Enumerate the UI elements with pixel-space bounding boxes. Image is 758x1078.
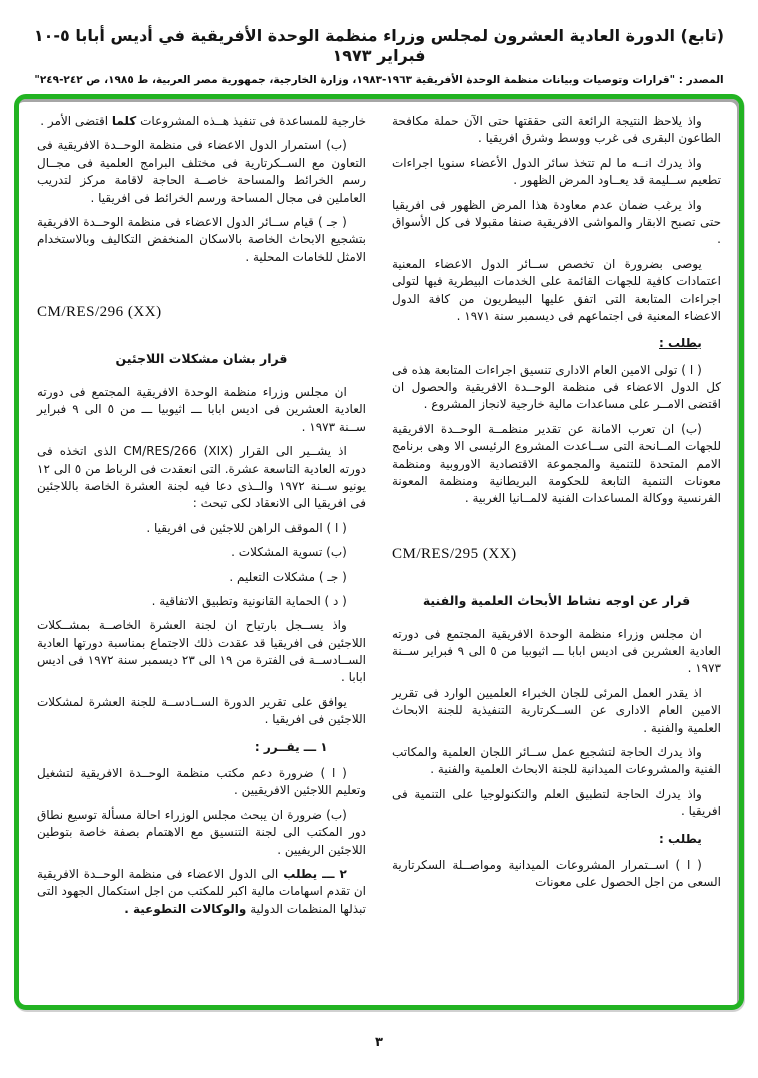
paragraph: واذ يدرك انــه ما لم تتخذ سائر الدول الأعضاء سنويا اجراءات تطعيم ســليمة قد يعــاود المرض الظهور . [392,155,721,188]
list-item: ( د ) الحماية القانونية وتطبيق الاتفاقية . [151,593,347,608]
paragraph: ( ا ) ضرورة دعم مكتب منظمة الوحــدة الافريقية لتشغيل وتعليم اللاجئين الافريقيين . [37,766,366,798]
paragraph: ان مجلس وزراء منظمة الوحدة الافريقية المجتمع فى دورته العادية العشرين فى اديس ابابا ـــ اثيوبيا من ٥ الى ٩ فبراير ســنة ١٩٧٣ . [392,626,722,676]
list-item: ( ا ) الموقف الراهن للاجئين فى افريقيا . [146,520,347,535]
paragraph: ( ا ) تولى الامين العام الادارى تنسيق اجراءات المتابعة هذه فى كل الدول الاعضاء فى منظمة الوحــدة الافريقية والحصول ان اقتضى الامــر على مساعدات مالية خارجية لانجاز المشروع . [392,362,721,412]
request-label: يطلب : [659,336,702,351]
resolution-code: CM/RES/296 (XX) [37,304,162,321]
resolution-code: CM/RES/295 (XX) [392,545,517,562]
paragraph: ( ا ) اســتمرار المشروعات الميدانية ومواصــلة السكرتارية السعى من اجل الحصول على معونات [392,857,721,890]
columns-container [19,99,739,1005]
resolution-title: قرار بشان مشكلات اللاجئين [115,350,288,366]
column-left [37,113,366,995]
paragraph: ( جـ ) قيام ســائر الدول الاعضاء فى منظمة الوحــدة الافريقية بتشجيع الابحاث الخاصة بالاسكان المنخفض التكاليف وبالاستخدام الامثل للخامات المحلية . [37,214,366,264]
page-header [0,0,758,86]
paragraph: اذ يقدر العمل المرئى للجان الخبراء العلميين الوارد فى تقرير الامين العام الادارى عن الســكرتارية التنفيذية للجنة الابحاث العلمية والفنية . [392,685,721,735]
page-number: ٣ [375,1035,383,1050]
resolution-title: قرار عن اوجه نشاط الأبحاث العلمية والفنية [422,592,691,608]
paragraph: واذ يلاحظ النتيجة الرائعة التى حققتها حتى الآن حملة مكافحة الطاعون البقرى فى غرب ووسط وشرق افريقيا . [392,114,721,146]
column-right [392,113,721,995]
paragraph: واذ يدرك الحاجة لتطبيق العلم والتكنولوجيا على التنمية فى افريقيا . [392,786,721,819]
list-item: (ب) تسوية المشكلات . [231,545,347,560]
paragraph: خارجية للمساعدة فى تنفيذ هــذه المشروعات كلما اقتضى الأمر . [40,114,366,128]
paragraph: يوصى بضرورة ان تخصص ســائر الدول الاعضاء المعنية اعتمادات كافية للجهات القائمة على الخدمات البيطرية فيها لتولى اجراءات المتابعة التى اتفق عليها البيطريون من كافة الدول الاعضاء المعنية فى اجتماعهم فى ديسمبر سنة ١٩٧١ . [392,256,721,323]
paragraph: واذ يرغب ضمان عدم معاودة هذا المرض الظهور فى افريقيا حتى تصبح الابقار والمواشى الافريقية صنفا مقبولا فى كل الأسواق . [392,197,721,247]
content-frame [14,94,744,1010]
paragraph: (ب) ان تعرب الامانة عن تقدير منظمــة الوحــدة الافريقية للجهات المــانحة التى ســاعدت المشروع الرئيسى الا وهى برنامج الامم المتحدة للتنمية والمجموعة الاقتصادية الاوروبية ومنظمة معونات التنمية التابعة للحكومة البريطانية ومنظمة المعونة الفرنسية ووكالة المساعدات الفنية لالمــانيا الغربية . [392,421,721,506]
paragraph: اذ يشــير الى القرار CM/RES/266 (XIX) الذى اتخذه فى دورته العادية التاسعة عشرة. التى انعقدت فى الرباط من ٥ الى ١٢ يونيو ســنة ١٩٧٢ والــذى دعا فيه لجنة العشرة الخاصة باللاجئين فى افريقيا الى الانعقاد لكى تبحث : [37,444,367,511]
paragraph: (ب) ضرورة ان يبحث مجلس الوزراء احالة مسألة توسيع نطاق دور المكتب الى لجنة التنسيق مع الاهتمام بصفة خاصة بتوطين اللاجئين الريفيين . [37,807,366,857]
source-line: المصدر : "قرارات وتوصيات وبيانات منظمة الوحدة الأفريقية ١٩٦٣-١٩٨٣، وزارة الخارجية، جمهورية مصر العربية، ط ١٩٨٥، ص ٢٤٢-٢٤٩" [34,74,724,86]
request-label: يطلب : [659,831,702,846]
page-title: (تابع) الدورة العادية العشرون لمجلس وزراء منظمة الوحدة الأفريقية في أديس أبابا ٥-١٠ فبراير ١٩٧٣ [33,26,725,65]
paragraph: (ب) استمرار الدول الاعضاء فى منظمة الوحــدة الافريقية فى التعاون مع الســكرتارية فى مختلف البرامج العلمية فى مجــال رسم الخرائط والمساحة خاصــة الحاجة لاقامة مركز لتدريب العاملين فى مجال المساحة ورسم الخرائط فى افريقيا . [37,138,366,205]
paragraph: ٢ ـــ يطلب الى الدول الاعضاء فى منظمة الوحــدة الافريقية ان تقدم اسهامات مالية اكبر للمكتب من اجل استكمال الجهود التى تبذلها المنظمات الدولية والوكالات التطوعية . [37,866,366,916]
numbered-label: ١ ـــ يقــرر : [254,739,328,754]
paragraph: يوافق على تقرير الدورة الســادســة للجنة العشرة لمشكلات اللاجئين فى افريقيا . [37,694,366,727]
paragraph: واذ يدرك الحاجة لتشجيع عمل ســائر اللجان العلمية والمكاتب الفنية والمشروعات الميدانية للجنة الابحاث العلمية والفنية . [392,745,721,777]
paragraph: واذ يســجل بارتياح ان لجنة العشرة الخاصــة بمشــكلات اللاجئين فى افريقيا قد عقدت ذلك الاجتماع بمناسبة دورتها العادية الســادســة فى الفترة من ١٩ الى ٢٣ ديسمبر سنة ١٩٧٢ فى اديس ابابا . [37,618,367,685]
paragraph: ان مجلس وزراء منظمة الوحدة الافريقية المجتمع فى دورته العادية العشرين فى اديس ابابا ـــ اثيوبيا ـــ من ٥ الى ٩ فبراير ســنة ١٩٧٣ . [37,385,366,434]
list-item: ( جـ ) مشكلات التعليم . [229,569,347,584]
